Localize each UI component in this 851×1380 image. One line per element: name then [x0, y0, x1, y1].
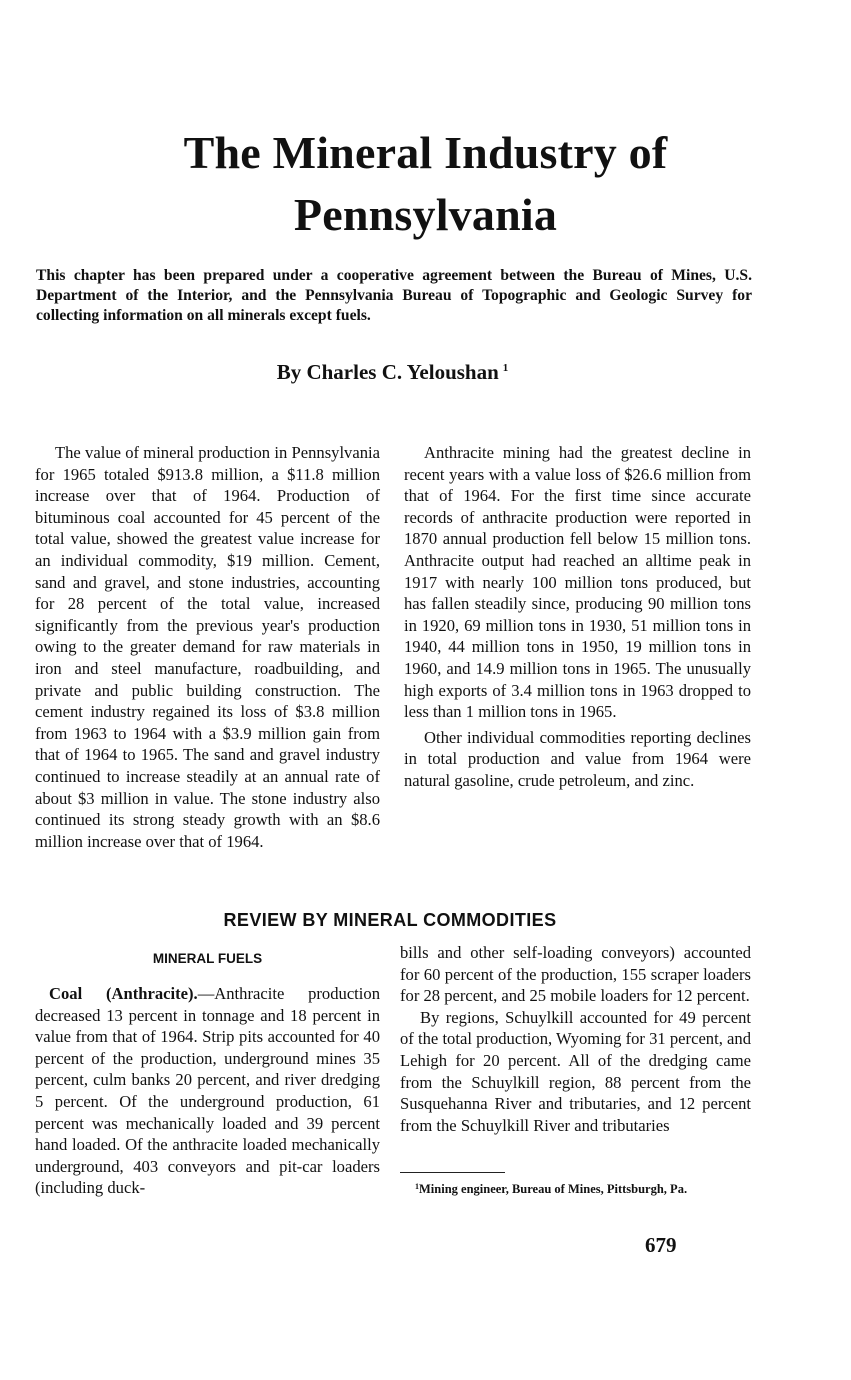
page-number: 679: [645, 1233, 677, 1257]
author-footnote-mark: 1: [502, 362, 509, 374]
chapter-note: This chapter has been prepared under a cooperative agreement between the Bureau of Mines, U.S. Department of the Interior, and the Pennsylvania Bureau of Topographic and Geologic Survey for collecting information on all minerals except fuels.: [36, 267, 752, 324]
author-line: [0, 360, 785, 385]
intro-right-column: [404, 442, 751, 792]
intro-left-column: [35, 442, 380, 852]
intro-paragraph-anthracite: Anthracite mining had the greatest decline in recent years with a value loss of $26.6 million from that of 1964. For the first time since accurate records of anthracite production were reported in 1870 annual production fell below 15 million tons. Anthracite output had reached an alltime peak in 1917 with nearly 100 million tons produced, but has fallen steadily since, producing 90 million tons in 1920, 69 million tons in 1930, 51 million tons in 1940, 44 million tons in 1950, 19 million tons in 1960, and 14.9 million tons in 1965. The unusually high exports of 3.4 million tons in 1963 dropped to less than 1 million tons in 1965.: [404, 443, 751, 722]
footnote: [415, 1179, 751, 1197]
footnote-mark: 1: [415, 1182, 419, 1191]
page-title: [0, 122, 851, 246]
intro-paragraph-declines: Other individual commodities reporting declines in total production and value from 1964 were natural gasoline, crude petroleum, and zinc.: [404, 727, 751, 790]
coal-text: —Anthracite production decreased 13 percent in tonnage and 18 percent in value from that of 1964. Strip pits accounted for 40 percent of the production, underground mines 35 percent, culm banks 20 percent, and river dredging 5 percent. Of the underground production, 61 percent was mechanically loaded and 39 percent hand loaded. Of the anthracite loaded mechanically underground, 403 conveyors and pit-car loaders (including duck-: [35, 984, 381, 1198]
title-line-1: The Mineral Industry of: [183, 127, 668, 178]
coal-lead: Coal (Anthracite).: [49, 984, 198, 1003]
title-line-2: Pennsylvania: [293, 189, 558, 240]
author-name: By Charles C. Yeloushan: [276, 360, 499, 384]
intro-paragraph: The value of mineral production in Pennsylvania for 1965 totaled $913.8 million, a $11.8 million increase over that of 1964. Production of bituminous coal accounted for 45 percent of the total value, showed the greatest value increase for an individual commodity, $19 million. Cement, sand and gravel, and stone industries, accounting for 28 percent of the total value, increased significantly from the previous year's production owing to the greater demand for raw materials in iron and steel manufacture, roadbuilding, and private and public building construction. The cement industry regained its loss of $3.8 million from 1963 to 1964 with a $3.9 million gain from that of 1964 to 1965. The sand and gravel industry continued to increase steadily at an annual rate of about $3 million in value. The stone industry also continued its strong steady growth with an $8.6 million increase over that of 1964.: [35, 443, 380, 851]
review-paragraph-loaders: bills and other self-loading conveyors) accounted for 60 percent of the production, 155 scraper loaders for 28 percent, and 25 mobile loaders for 12 percent.: [400, 943, 751, 1006]
subsection-heading: MINERAL FUELS: [152, 951, 263, 966]
coal-paragraph: [35, 983, 380, 1199]
review-paragraph-regions: By regions, Schuylkill accounted for 49 percent of the total production, Wyoming for 31 percent, and Lehigh for 20 percent. All of the dredging came from the Schuylkill region, 88 percent from the Susquehanna River and tributaries, and 12 percent from the Schuylkill River and tributaries: [400, 1007, 751, 1135]
footnote-divider: [400, 1172, 505, 1173]
footnote-text: Mining engineer, Bureau of Mines, Pittsburgh, Pa.: [419, 1182, 688, 1196]
review-left-column: [35, 983, 380, 1199]
review-right-column: [400, 942, 751, 1136]
section-heading: REVIEW BY MINERAL COMMODITIES: [223, 910, 557, 930]
